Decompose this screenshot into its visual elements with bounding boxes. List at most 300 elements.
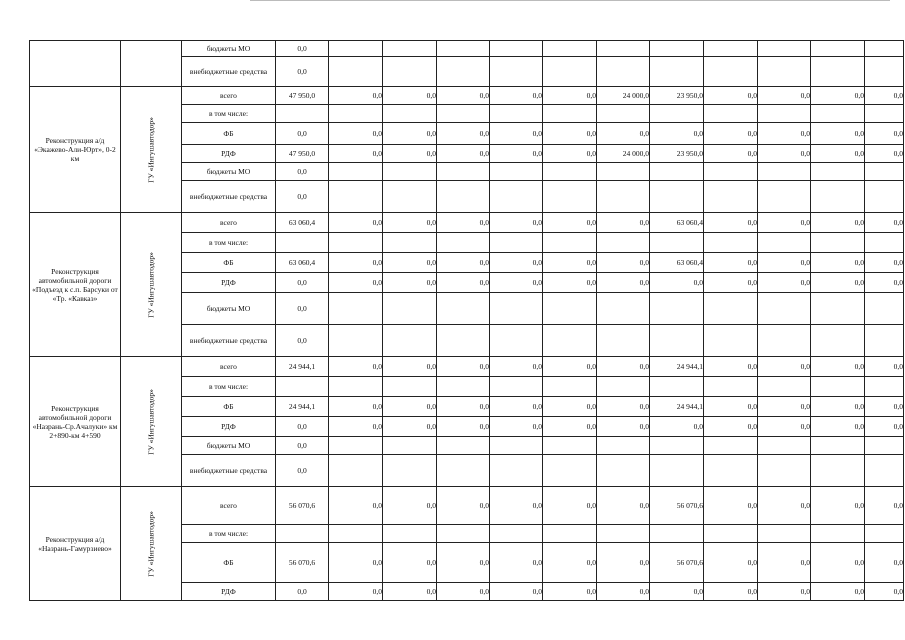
value-cell: 0,0 bbox=[437, 123, 490, 145]
value-cell: 0,0 bbox=[758, 273, 811, 293]
value-cell: 0,0 bbox=[276, 583, 329, 601]
value-cell: 24 000,0 bbox=[597, 87, 650, 105]
value-cell bbox=[543, 181, 597, 213]
value-cell bbox=[650, 57, 704, 87]
value-cell bbox=[650, 455, 704, 487]
value-cell: 0,0 bbox=[543, 123, 597, 145]
value-cell: 0,0 bbox=[543, 583, 597, 601]
funding-source-label: РДФ bbox=[182, 417, 276, 437]
value-cell: 0,0 bbox=[758, 145, 811, 163]
value-cell: 0,0 bbox=[329, 123, 383, 145]
value-cell bbox=[276, 233, 329, 253]
value-cell bbox=[704, 163, 758, 181]
value-cell bbox=[811, 163, 865, 181]
value-cell: 0,0 bbox=[543, 213, 597, 233]
table-row bbox=[30, 487, 904, 525]
value-cell: 0,0 bbox=[329, 357, 383, 377]
table-row bbox=[30, 357, 904, 377]
value-cell bbox=[865, 105, 904, 123]
value-cell bbox=[811, 57, 865, 87]
value-cell bbox=[758, 181, 811, 213]
value-cell: 47 950,0 bbox=[276, 145, 329, 163]
value-cell bbox=[597, 455, 650, 487]
value-cell bbox=[811, 233, 865, 253]
value-cell bbox=[543, 41, 597, 57]
value-cell: 0,0 bbox=[383, 543, 437, 583]
value-cell bbox=[543, 437, 597, 455]
value-cell: 0,0 bbox=[865, 87, 904, 105]
value-cell bbox=[758, 163, 811, 181]
value-cell bbox=[490, 41, 543, 57]
value-cell bbox=[811, 525, 865, 543]
value-cell: 0,0 bbox=[437, 487, 490, 525]
organization-label: ГУ «Ингушавтодор» bbox=[146, 251, 156, 318]
funding-source-label: в том числе: bbox=[182, 377, 276, 397]
value-cell bbox=[329, 57, 383, 87]
value-cell: 0,0 bbox=[597, 583, 650, 601]
funding-source-label: внебюджетные средства bbox=[182, 181, 276, 213]
organization-cell bbox=[121, 487, 182, 601]
value-cell bbox=[329, 293, 383, 325]
value-cell bbox=[490, 377, 543, 397]
value-cell: 56 070,6 bbox=[276, 543, 329, 583]
value-cell: 0,0 bbox=[865, 417, 904, 437]
value-cell bbox=[329, 377, 383, 397]
value-cell: 0,0 bbox=[597, 123, 650, 145]
value-cell bbox=[650, 325, 704, 357]
value-cell bbox=[597, 57, 650, 87]
value-cell bbox=[704, 181, 758, 213]
funding-source-label: ФБ bbox=[182, 543, 276, 583]
value-cell: 0,0 bbox=[758, 357, 811, 377]
value-cell bbox=[758, 525, 811, 543]
value-cell: 0,0 bbox=[758, 583, 811, 601]
value-cell: 0,0 bbox=[276, 437, 329, 455]
value-cell bbox=[758, 437, 811, 455]
value-cell: 63 060,4 bbox=[650, 253, 704, 273]
value-cell bbox=[865, 181, 904, 213]
value-cell bbox=[704, 525, 758, 543]
value-cell bbox=[865, 455, 904, 487]
value-cell: 0,0 bbox=[329, 543, 383, 583]
value-cell: 23 950,0 bbox=[650, 87, 704, 105]
value-cell: 24 944,1 bbox=[276, 397, 329, 417]
funding-source-label: внебюджетные средства bbox=[182, 57, 276, 87]
value-cell bbox=[383, 41, 437, 57]
value-cell bbox=[865, 377, 904, 397]
value-cell bbox=[383, 181, 437, 213]
value-cell: 0,0 bbox=[811, 417, 865, 437]
value-cell bbox=[597, 105, 650, 123]
value-cell: 0,0 bbox=[490, 253, 543, 273]
value-cell: 0,0 bbox=[758, 417, 811, 437]
table-row bbox=[30, 213, 904, 233]
value-cell: 0,0 bbox=[650, 417, 704, 437]
value-cell bbox=[704, 437, 758, 455]
value-cell bbox=[490, 293, 543, 325]
funding-source-label: бюджеты МО bbox=[182, 41, 276, 57]
value-cell bbox=[597, 163, 650, 181]
value-cell: 0,0 bbox=[865, 213, 904, 233]
value-cell: 0,0 bbox=[597, 253, 650, 273]
value-cell: 0,0 bbox=[811, 583, 865, 601]
value-cell: 0,0 bbox=[543, 397, 597, 417]
funding-source-label: бюджеты МО bbox=[182, 293, 276, 325]
value-cell: 0,0 bbox=[276, 273, 329, 293]
funding-table bbox=[29, 40, 904, 601]
organization-label: ГУ «Ингушавтодор» bbox=[146, 510, 156, 577]
value-cell bbox=[329, 455, 383, 487]
value-cell: 0,0 bbox=[383, 417, 437, 437]
value-cell bbox=[383, 57, 437, 87]
value-cell bbox=[329, 325, 383, 357]
table-row bbox=[30, 87, 904, 105]
value-cell: 0,0 bbox=[865, 273, 904, 293]
value-cell: 0,0 bbox=[329, 145, 383, 163]
value-cell bbox=[758, 293, 811, 325]
value-cell bbox=[490, 437, 543, 455]
value-cell bbox=[543, 233, 597, 253]
value-cell: 63 060,4 bbox=[276, 253, 329, 273]
value-cell bbox=[865, 437, 904, 455]
funding-source-label: РДФ bbox=[182, 145, 276, 163]
value-cell bbox=[543, 57, 597, 87]
value-cell: 0,0 bbox=[437, 417, 490, 437]
value-cell: 0,0 bbox=[490, 273, 543, 293]
value-cell bbox=[704, 57, 758, 87]
value-cell: 0,0 bbox=[865, 583, 904, 601]
value-cell bbox=[276, 377, 329, 397]
value-cell bbox=[865, 163, 904, 181]
value-cell: 24 000,0 bbox=[597, 145, 650, 163]
value-cell bbox=[704, 377, 758, 397]
value-cell: 0,0 bbox=[383, 397, 437, 417]
value-cell bbox=[597, 325, 650, 357]
value-cell bbox=[865, 41, 904, 57]
value-cell bbox=[597, 525, 650, 543]
value-cell: 0,0 bbox=[383, 253, 437, 273]
funding-source-label: ФБ bbox=[182, 253, 276, 273]
funding-source-label: всего bbox=[182, 87, 276, 105]
value-cell: 0,0 bbox=[758, 87, 811, 105]
object-name-cell: Реконструкция автомобильной дороги «Подъезд к с.п. Барсуки от «Тр. «Кавказ» bbox=[30, 213, 121, 357]
value-cell bbox=[650, 293, 704, 325]
value-cell: 0,0 bbox=[758, 213, 811, 233]
value-cell: 0,0 bbox=[490, 583, 543, 601]
value-cell bbox=[811, 377, 865, 397]
value-cell: 0,0 bbox=[329, 583, 383, 601]
value-cell: 63 060,4 bbox=[650, 213, 704, 233]
value-cell bbox=[704, 41, 758, 57]
value-cell: 0,0 bbox=[276, 293, 329, 325]
value-cell: 0,0 bbox=[543, 145, 597, 163]
value-cell: 0,0 bbox=[329, 273, 383, 293]
value-cell bbox=[490, 455, 543, 487]
value-cell: 0,0 bbox=[543, 357, 597, 377]
value-cell: 0,0 bbox=[329, 87, 383, 105]
value-cell bbox=[490, 57, 543, 87]
value-cell: 0,0 bbox=[704, 253, 758, 273]
organization-cell bbox=[121, 41, 182, 87]
value-cell bbox=[383, 163, 437, 181]
value-cell: 0,0 bbox=[597, 487, 650, 525]
value-cell: 0,0 bbox=[597, 213, 650, 233]
value-cell: 0,0 bbox=[383, 487, 437, 525]
value-cell: 0,0 bbox=[543, 543, 597, 583]
value-cell: 0,0 bbox=[437, 273, 490, 293]
value-cell bbox=[329, 41, 383, 57]
value-cell: 0,0 bbox=[597, 357, 650, 377]
value-cell bbox=[704, 233, 758, 253]
value-cell: 0,0 bbox=[383, 583, 437, 601]
value-cell: 0,0 bbox=[383, 123, 437, 145]
value-cell bbox=[758, 233, 811, 253]
value-cell: 0,0 bbox=[437, 357, 490, 377]
value-cell bbox=[865, 293, 904, 325]
value-cell: 0,0 bbox=[490, 123, 543, 145]
page-edge-line bbox=[250, 0, 890, 1]
value-cell: 0,0 bbox=[811, 273, 865, 293]
organization-cell bbox=[121, 87, 182, 213]
organization-label: ГУ «Ингушавтодор» bbox=[146, 388, 156, 455]
value-cell: 0,0 bbox=[543, 417, 597, 437]
value-cell bbox=[437, 233, 490, 253]
value-cell: 0,0 bbox=[543, 87, 597, 105]
value-cell: 0,0 bbox=[490, 543, 543, 583]
value-cell bbox=[383, 233, 437, 253]
value-cell: 0,0 bbox=[329, 253, 383, 273]
value-cell bbox=[329, 233, 383, 253]
value-cell: 63 060,4 bbox=[276, 213, 329, 233]
value-cell bbox=[276, 525, 329, 543]
value-cell bbox=[704, 325, 758, 357]
value-cell: 0,0 bbox=[383, 87, 437, 105]
value-cell: 0,0 bbox=[437, 213, 490, 233]
value-cell: 0,0 bbox=[276, 455, 329, 487]
value-cell bbox=[865, 233, 904, 253]
value-cell bbox=[437, 163, 490, 181]
value-cell: 0,0 bbox=[704, 273, 758, 293]
value-cell bbox=[811, 41, 865, 57]
value-cell bbox=[437, 57, 490, 87]
value-cell bbox=[383, 525, 437, 543]
value-cell: 0,0 bbox=[704, 87, 758, 105]
value-cell bbox=[811, 181, 865, 213]
value-cell: 0,0 bbox=[543, 253, 597, 273]
funding-source-label: в том числе: bbox=[182, 525, 276, 543]
funding-source-label: всего bbox=[182, 487, 276, 525]
funding-source-label: в том числе: bbox=[182, 233, 276, 253]
value-cell: 0,0 bbox=[597, 543, 650, 583]
value-cell: 0,0 bbox=[865, 543, 904, 583]
value-cell: 0,0 bbox=[276, 57, 329, 87]
value-cell: 47 950,0 bbox=[276, 87, 329, 105]
value-cell bbox=[597, 41, 650, 57]
value-cell bbox=[383, 377, 437, 397]
value-cell: 0,0 bbox=[383, 145, 437, 163]
value-cell: 0,0 bbox=[704, 357, 758, 377]
value-cell bbox=[758, 41, 811, 57]
value-cell: 0,0 bbox=[865, 487, 904, 525]
value-cell bbox=[811, 105, 865, 123]
funding-source-label: РДФ bbox=[182, 583, 276, 601]
value-cell bbox=[597, 181, 650, 213]
value-cell bbox=[650, 377, 704, 397]
value-cell bbox=[543, 163, 597, 181]
value-cell bbox=[329, 163, 383, 181]
value-cell bbox=[329, 181, 383, 213]
value-cell: 0,0 bbox=[758, 487, 811, 525]
funding-source-label: ФБ bbox=[182, 397, 276, 417]
value-cell bbox=[865, 57, 904, 87]
value-cell: 0,0 bbox=[543, 487, 597, 525]
value-cell bbox=[543, 325, 597, 357]
value-cell: 24 944,1 bbox=[650, 357, 704, 377]
value-cell bbox=[543, 105, 597, 123]
value-cell: 0,0 bbox=[329, 213, 383, 233]
value-cell bbox=[865, 325, 904, 357]
value-cell: 0,0 bbox=[437, 583, 490, 601]
value-cell bbox=[437, 325, 490, 357]
funding-source-label: в том числе: bbox=[182, 105, 276, 123]
value-cell bbox=[597, 293, 650, 325]
value-cell: 0,0 bbox=[811, 487, 865, 525]
value-cell: 0,0 bbox=[437, 87, 490, 105]
value-cell: 0,0 bbox=[758, 123, 811, 145]
value-cell bbox=[650, 181, 704, 213]
value-cell: 0,0 bbox=[865, 357, 904, 377]
value-cell bbox=[650, 437, 704, 455]
value-cell: 0,0 bbox=[437, 145, 490, 163]
value-cell: 0,0 bbox=[329, 397, 383, 417]
value-cell bbox=[650, 41, 704, 57]
value-cell bbox=[704, 455, 758, 487]
value-cell bbox=[811, 293, 865, 325]
value-cell: 0,0 bbox=[490, 145, 543, 163]
value-cell: 0,0 bbox=[865, 253, 904, 273]
value-cell: 0,0 bbox=[704, 145, 758, 163]
value-cell: 24 944,1 bbox=[276, 357, 329, 377]
value-cell bbox=[329, 437, 383, 455]
value-cell: 0,0 bbox=[865, 123, 904, 145]
value-cell: 56 070,6 bbox=[650, 487, 704, 525]
value-cell bbox=[650, 163, 704, 181]
value-cell: 0,0 bbox=[704, 487, 758, 525]
value-cell bbox=[650, 105, 704, 123]
value-cell: 0,0 bbox=[490, 357, 543, 377]
value-cell: 0,0 bbox=[811, 357, 865, 377]
value-cell: 0,0 bbox=[811, 87, 865, 105]
value-cell: 0,0 bbox=[758, 397, 811, 417]
funding-source-label: внебюджетные средства bbox=[182, 455, 276, 487]
value-cell: 0,0 bbox=[811, 253, 865, 273]
value-cell bbox=[650, 525, 704, 543]
organization-cell bbox=[121, 213, 182, 357]
value-cell: 0,0 bbox=[490, 397, 543, 417]
value-cell: 0,0 bbox=[276, 181, 329, 213]
value-cell: 0,0 bbox=[704, 543, 758, 583]
value-cell: 0,0 bbox=[276, 41, 329, 57]
value-cell: 56 070,6 bbox=[650, 543, 704, 583]
value-cell bbox=[758, 455, 811, 487]
funding-source-label: бюджеты МО bbox=[182, 163, 276, 181]
value-cell bbox=[490, 105, 543, 123]
object-name-cell: Реконструкция а/д «Экажево-Али-Юрт», 0-2 км bbox=[30, 87, 121, 213]
value-cell: 0,0 bbox=[704, 213, 758, 233]
value-cell bbox=[811, 325, 865, 357]
value-cell bbox=[437, 105, 490, 123]
value-cell bbox=[758, 377, 811, 397]
value-cell: 0,0 bbox=[811, 397, 865, 417]
value-cell: 0,0 bbox=[276, 163, 329, 181]
value-cell: 23 950,0 bbox=[650, 145, 704, 163]
value-cell bbox=[383, 455, 437, 487]
value-cell bbox=[543, 525, 597, 543]
value-cell bbox=[383, 437, 437, 455]
value-cell bbox=[437, 437, 490, 455]
value-cell: 0,0 bbox=[597, 417, 650, 437]
value-cell: 0,0 bbox=[811, 123, 865, 145]
organization-label: ГУ «Ингушавтодор» bbox=[146, 116, 156, 183]
value-cell: 0,0 bbox=[276, 123, 329, 145]
value-cell: 0,0 bbox=[437, 543, 490, 583]
value-cell: 0,0 bbox=[704, 123, 758, 145]
value-cell bbox=[543, 377, 597, 397]
value-cell: 0,0 bbox=[865, 145, 904, 163]
value-cell bbox=[543, 455, 597, 487]
value-cell: 0,0 bbox=[865, 397, 904, 417]
value-cell: 56 070,6 bbox=[276, 487, 329, 525]
value-cell bbox=[597, 437, 650, 455]
value-cell bbox=[704, 293, 758, 325]
value-cell bbox=[758, 57, 811, 87]
value-cell: 0,0 bbox=[437, 253, 490, 273]
value-cell bbox=[490, 325, 543, 357]
value-cell bbox=[437, 181, 490, 213]
value-cell: 0,0 bbox=[490, 87, 543, 105]
value-cell bbox=[597, 377, 650, 397]
value-cell bbox=[811, 455, 865, 487]
value-cell bbox=[437, 525, 490, 543]
value-cell: 0,0 bbox=[811, 543, 865, 583]
value-cell bbox=[758, 105, 811, 123]
value-cell bbox=[437, 455, 490, 487]
value-cell: 0,0 bbox=[811, 145, 865, 163]
value-cell: 0,0 bbox=[650, 583, 704, 601]
value-cell bbox=[650, 233, 704, 253]
organization-cell bbox=[121, 357, 182, 487]
value-cell: 0,0 bbox=[597, 273, 650, 293]
value-cell: 0,0 bbox=[490, 417, 543, 437]
value-cell: 0,0 bbox=[758, 253, 811, 273]
value-cell: 0,0 bbox=[329, 417, 383, 437]
value-cell bbox=[329, 105, 383, 123]
funding-source-label: внебюджетные средства bbox=[182, 325, 276, 357]
value-cell: 0,0 bbox=[383, 273, 437, 293]
value-cell bbox=[490, 233, 543, 253]
value-cell bbox=[597, 233, 650, 253]
value-cell bbox=[865, 525, 904, 543]
value-cell: 0,0 bbox=[650, 123, 704, 145]
value-cell bbox=[276, 105, 329, 123]
funding-source-label: всего bbox=[182, 213, 276, 233]
value-cell: 0,0 bbox=[276, 417, 329, 437]
object-name-cell: Реконструкция а/д «Назрань-Гамурзиево» bbox=[30, 487, 121, 601]
value-cell: 0,0 bbox=[758, 543, 811, 583]
value-cell bbox=[490, 181, 543, 213]
value-cell: 0,0 bbox=[650, 273, 704, 293]
object-name-cell bbox=[30, 41, 121, 87]
